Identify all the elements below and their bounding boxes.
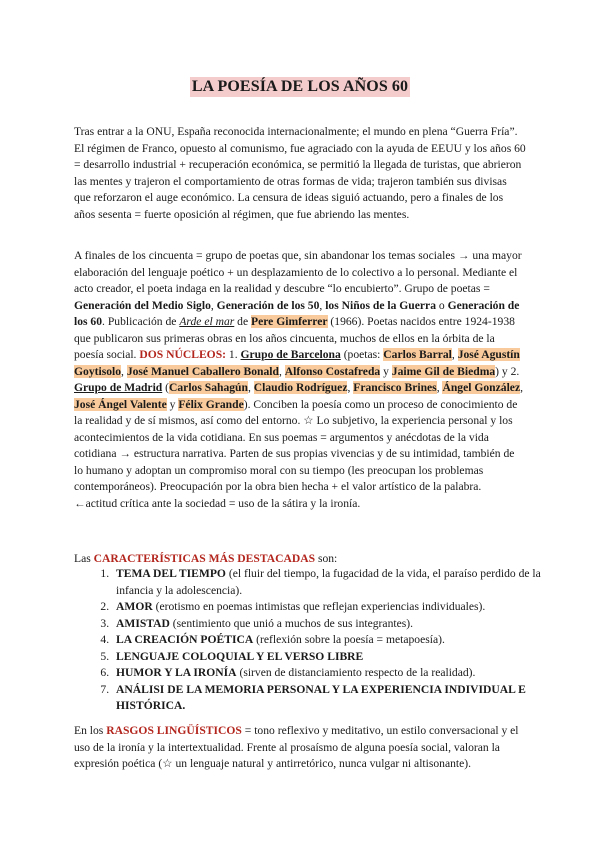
feature-label: LA CREACIÓN POÉTICA	[116, 633, 254, 646]
text-run: y	[166, 397, 179, 411]
feature-desc: (el fluir del tiempo, la fugacidad de la vida, el paraíso perdido de la infancia y la adolescencia).	[116, 567, 541, 597]
feature-desc: (sentimiento que unió a muchos de sus integrantes).	[169, 616, 414, 630]
text-run: ,	[319, 298, 326, 312]
feature-label: ANÁLISI DE LA MEMORIA PERSONAL Y LA EXPERIENCIA INDIVIDUAL E HISTÓRICA.	[116, 682, 526, 712]
group-barcelona-label: Grupo de Barcelona	[240, 348, 341, 361]
features-heading: CARACTERÍSTICAS MÁS DESTACADAS	[93, 552, 316, 565]
linguistic-heading: RASGOS LINGÜÍSTICOS	[106, 724, 242, 737]
feature-label: TEMA DEL TIEMPO	[116, 567, 226, 580]
text-run: ,	[121, 364, 127, 378]
group-madrid-label: Grupo de Madrid	[74, 381, 163, 394]
text-run: (poetas:	[340, 348, 384, 361]
text-run: y	[380, 364, 392, 378]
intro-paragraph: Tras entrar a la ONU, España reconocida internacionalmente; el mundo en plena “Guerra Fría”. El régimen de Franco, opuesto al comunismo, fue agraciado con la ayuda de EEUU y los años 60 = desarrollo industrial + recuperación económica, se permitió la llegada de turistas, que abrieron las mentes y trajeron el comportamiento de otras formas de vida; trajeron también sus divisas que reforzaron el auge económico. La censura de ideas siguió actuando, pero a finales de los años sesenta = fuerte oposición al régimen, que fue abriendo las mentes.	[74, 125, 526, 221]
text-run: son:	[315, 552, 338, 565]
text-run: o	[436, 298, 448, 312]
text-run: ,	[210, 298, 217, 312]
author-highlight: Pere Gimferrer	[251, 315, 328, 328]
text-run: Las	[74, 552, 94, 565]
generation-name: Generación de los 50	[216, 298, 320, 312]
poet-name: Claudio Rodríguez	[253, 381, 348, 394]
book-title-underline: Arde el mar	[179, 315, 235, 328]
text-run: ,	[347, 381, 354, 394]
generation-paragraph	[74, 248, 526, 512]
text-run: = tono reflexivo y meditativo, un estilo conversacional y el uso de la ironía y la intertextualidad. Frente al prosaísmo de alguna poesía social, valoran la expresión poética (☆ un lenguaje natural y antirretórico, nunca vulgar ni altisonante).	[74, 724, 519, 770]
poet-name: Jaime Gil de Biedma	[391, 364, 496, 378]
text-run: ) y 2.	[495, 364, 520, 378]
generation-name: Generación del Medio Siglo	[74, 298, 211, 312]
linguistic-paragraph	[74, 723, 526, 773]
poet-name: José Manuel Caballero Bonald	[126, 364, 279, 378]
poet-name: José Agustín Goytisolo	[74, 348, 520, 378]
text-run: ,	[520, 381, 523, 394]
poet-name: Carlos Barral	[383, 348, 452, 361]
text-run: ,	[451, 348, 458, 361]
poet-name: Alfonso Costafreda	[284, 364, 381, 378]
list-item	[112, 566, 564, 599]
book-title	[179, 315, 234, 328]
list-item	[112, 599, 564, 616]
title-container	[0, 77, 600, 97]
generation-name: Generación de los 60	[74, 298, 520, 328]
text-run: 1.	[226, 348, 241, 361]
feature-label: HUMOR Y LA IRONÍA	[116, 666, 237, 679]
list-item	[112, 649, 564, 666]
list-item	[112, 616, 564, 633]
text-run: ,	[278, 364, 285, 378]
poet-name: Francisco Brines	[353, 381, 437, 394]
text-run: . Publicación de	[102, 315, 180, 328]
list-item	[112, 665, 564, 682]
feature-label: LENGUAJE COLOQUIAL Y EL VERSO LIBRE	[116, 649, 364, 663]
poet-name: Carlos Sahagún	[169, 381, 248, 394]
feature-desc: (reflexión sobre la poesía = metapoesía).	[253, 633, 445, 646]
poet-name: Félix Grande	[178, 397, 244, 411]
text-run: En los	[74, 724, 107, 737]
text-run: de	[234, 315, 252, 328]
text-run: A finales de los cincuenta = grupo de poetas que, sin abandonar los temas sociales → una mayor elaboración del lenguaje poético + un desplazamiento de lo colectivo a lo personal. Mediante el acto creador, el poeta indaga en la realidad y descubre “lo encubierto”. Grupo de poetas =	[74, 249, 522, 295]
poet-name: José Ángel Valente	[74, 397, 167, 411]
feature-desc: (erotismo en poemas intimistas que reflejan experiencias individuales).	[152, 600, 486, 613]
list-item	[112, 632, 564, 649]
page-title: LA POESÍA DE LOS AÑOS 60	[191, 78, 409, 95]
features-list	[74, 566, 564, 715]
feature-label: AMOR	[116, 600, 153, 613]
text-run: (1966). Poetas nacidos entre 1924-1938 que publicaron sus primeras obras en los años cincuenta, muchos de ellos en la órbita de la poesía social.	[74, 315, 515, 361]
text-run: ,	[247, 381, 254, 394]
group-barcelona	[241, 348, 341, 361]
generation-name: los Niños de la Guerra	[325, 298, 436, 312]
text-run: (	[162, 381, 170, 394]
group-madrid	[74, 381, 162, 394]
list-item	[112, 682, 564, 715]
text-run: ). Conciben la poesía como un proceso de conocimiento de la realidad y de sí mismos, así como del entorno. ☆ Lo subjetivo, la experiencia personal y los acontecimientos de la vida cotidiana. En sus poemas = argumentos y anécdotas de la vida cotidiana → estructura narrativa. Parten de sus propias vivencias y de su intimidad, también de lo humano y adoptan un compromiso moral con su tiempo (les preocupan los problemas contemporáneos). Preocupación por la obra bien hecha + el valor artístico de la palabra. ←actitud crítica ante la sociedad = uso de la sátira y la ironía.	[74, 397, 518, 510]
nucleos-heading: DOS NÚCLEOS:	[139, 348, 227, 361]
text-run: ,	[436, 381, 443, 394]
feature-desc: (sirven de distanciamiento respecto de la realidad).	[236, 666, 476, 679]
feature-label: AMISTAD	[116, 616, 170, 630]
poet-name: Ángel González	[442, 381, 521, 394]
